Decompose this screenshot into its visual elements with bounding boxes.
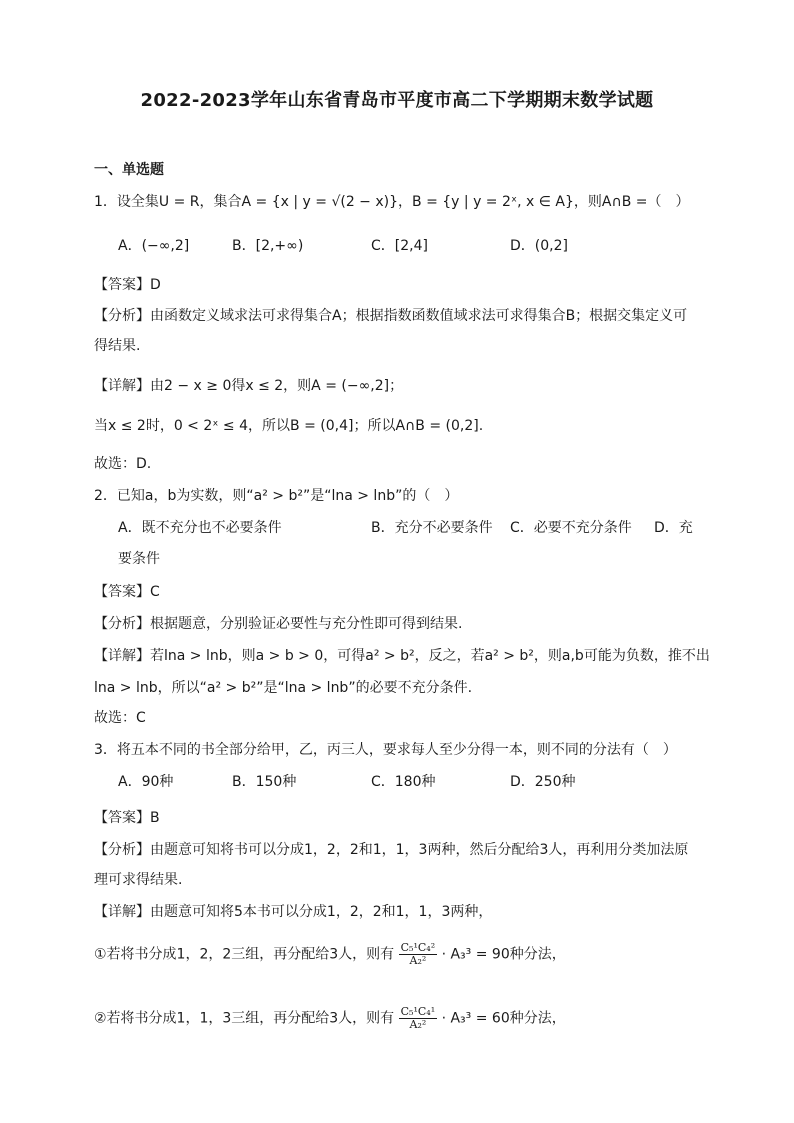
q2-detail-line1: 【详解】若lna > lnb，则a > b > 0，可得a² > b²，反之，若a² > b²，则a,b可能为负数，推不出 — [94, 648, 710, 664]
q2-option-d-continued: 要条件 — [118, 551, 160, 567]
q3-analysis-line1: 【分析】由题意可知将书可以分成1，2，2和1，1，3两种，然后分配给3人，再利用分类加法原 — [94, 842, 689, 858]
q3-option-a: A．90种 — [118, 774, 174, 790]
q1-option-a: A．(−∞,2] — [118, 238, 190, 254]
q3-case1 — [94, 942, 566, 967]
q1-option-c: C．[2,4] — [371, 238, 428, 254]
q2-option-a: A．既不充分也不必要条件 — [118, 520, 282, 536]
q3-option-d: D．250种 — [510, 774, 576, 790]
q2-option-b: B．充分不必要条件 — [371, 520, 493, 536]
q3-case2-numerator: C₅¹C₄¹ — [400, 1005, 436, 1018]
q3-option-b: B．150种 — [232, 774, 297, 790]
q3-answer: 【答案】B — [94, 810, 160, 826]
q2-analysis: 【分析】根据题意，分别验证必要性与充分性即可得到结果. — [94, 616, 463, 632]
q3-case1-text: ①若将书分成1，2，2三组，再分配给3人，则有 — [94, 946, 395, 963]
q1-option-d: D．(0,2] — [510, 238, 568, 254]
q3-detail-line1: 【详解】由题意可知将5本书可以分成1，2，2和1，1，3两种， — [94, 904, 493, 920]
q1-option-b: B．[2,+∞) — [232, 238, 304, 254]
q1-detail-line2: 当x ≤ 2时，0 < 2ˣ ≤ 4，所以B = (0,4]；所以A∩B = (0,2]. — [94, 418, 484, 434]
q3-case2-text: ②若将书分成1，1，3三组，再分配给3人，则有 — [94, 1010, 395, 1027]
q3-case1-denominator: A₂² — [409, 954, 427, 967]
q2-conclusion: 故选：C — [94, 710, 146, 726]
q2-stem: 2．已知a，b为实数，则“a² > b²”是“lna > lnb”的（ ） — [94, 488, 459, 504]
q3-case2 — [94, 1006, 566, 1031]
q3-case2-denominator: A₂² — [409, 1018, 427, 1031]
q1-conclusion: 故选：D. — [94, 456, 152, 472]
q1-analysis-line1: 【分析】由函数定义域求法可求得集合A；根据指数函数值域求法可求得集合B；根据交集定义可 — [94, 308, 688, 324]
q3-case2-fraction — [399, 1006, 437, 1031]
q3-case1-fraction — [399, 942, 437, 967]
q1-analysis-line2: 得结果. — [94, 338, 141, 354]
q1-stem: 1．设全集U = R，集合A = {x | y = √(2 − x)}，B = {y | y = 2ˣ, x ∈ A}，则A∩B =（ ） — [94, 194, 690, 210]
page-title: 2022-2023学年山东省青岛市平度市高二下学期期末数学试题 — [140, 90, 654, 111]
q3-analysis-line2: 理可求得结果. — [94, 872, 183, 888]
q2-option-c: C．必要不充分条件 — [510, 520, 632, 536]
q3-case1-result: · A₃³ = 90种分法， — [441, 946, 566, 963]
q3-case2-result: · A₃³ = 60种分法， — [441, 1010, 566, 1027]
q1-answer: 【答案】D — [94, 277, 161, 293]
q2-option-d: D．充 — [654, 520, 693, 536]
q2-answer: 【答案】C — [94, 584, 160, 600]
section-heading: 一、单选题 — [94, 162, 164, 178]
q1-detail-line1: 【详解】由2 − x ≥ 0得x ≤ 2，则A = (−∞,2]； — [94, 378, 404, 394]
q3-case1-numerator: C₅¹C₄² — [400, 941, 436, 954]
q3-stem: 3．将五本不同的书全部分给甲，乙，丙三人，要求每人至少分得一本，则不同的分法有（ ） — [94, 742, 677, 758]
q3-option-c: C．180种 — [371, 774, 436, 790]
q2-detail-line2: lna > lnb，所以“a² > b²”是“lna > lnb”的必要不充分条件. — [94, 680, 473, 696]
